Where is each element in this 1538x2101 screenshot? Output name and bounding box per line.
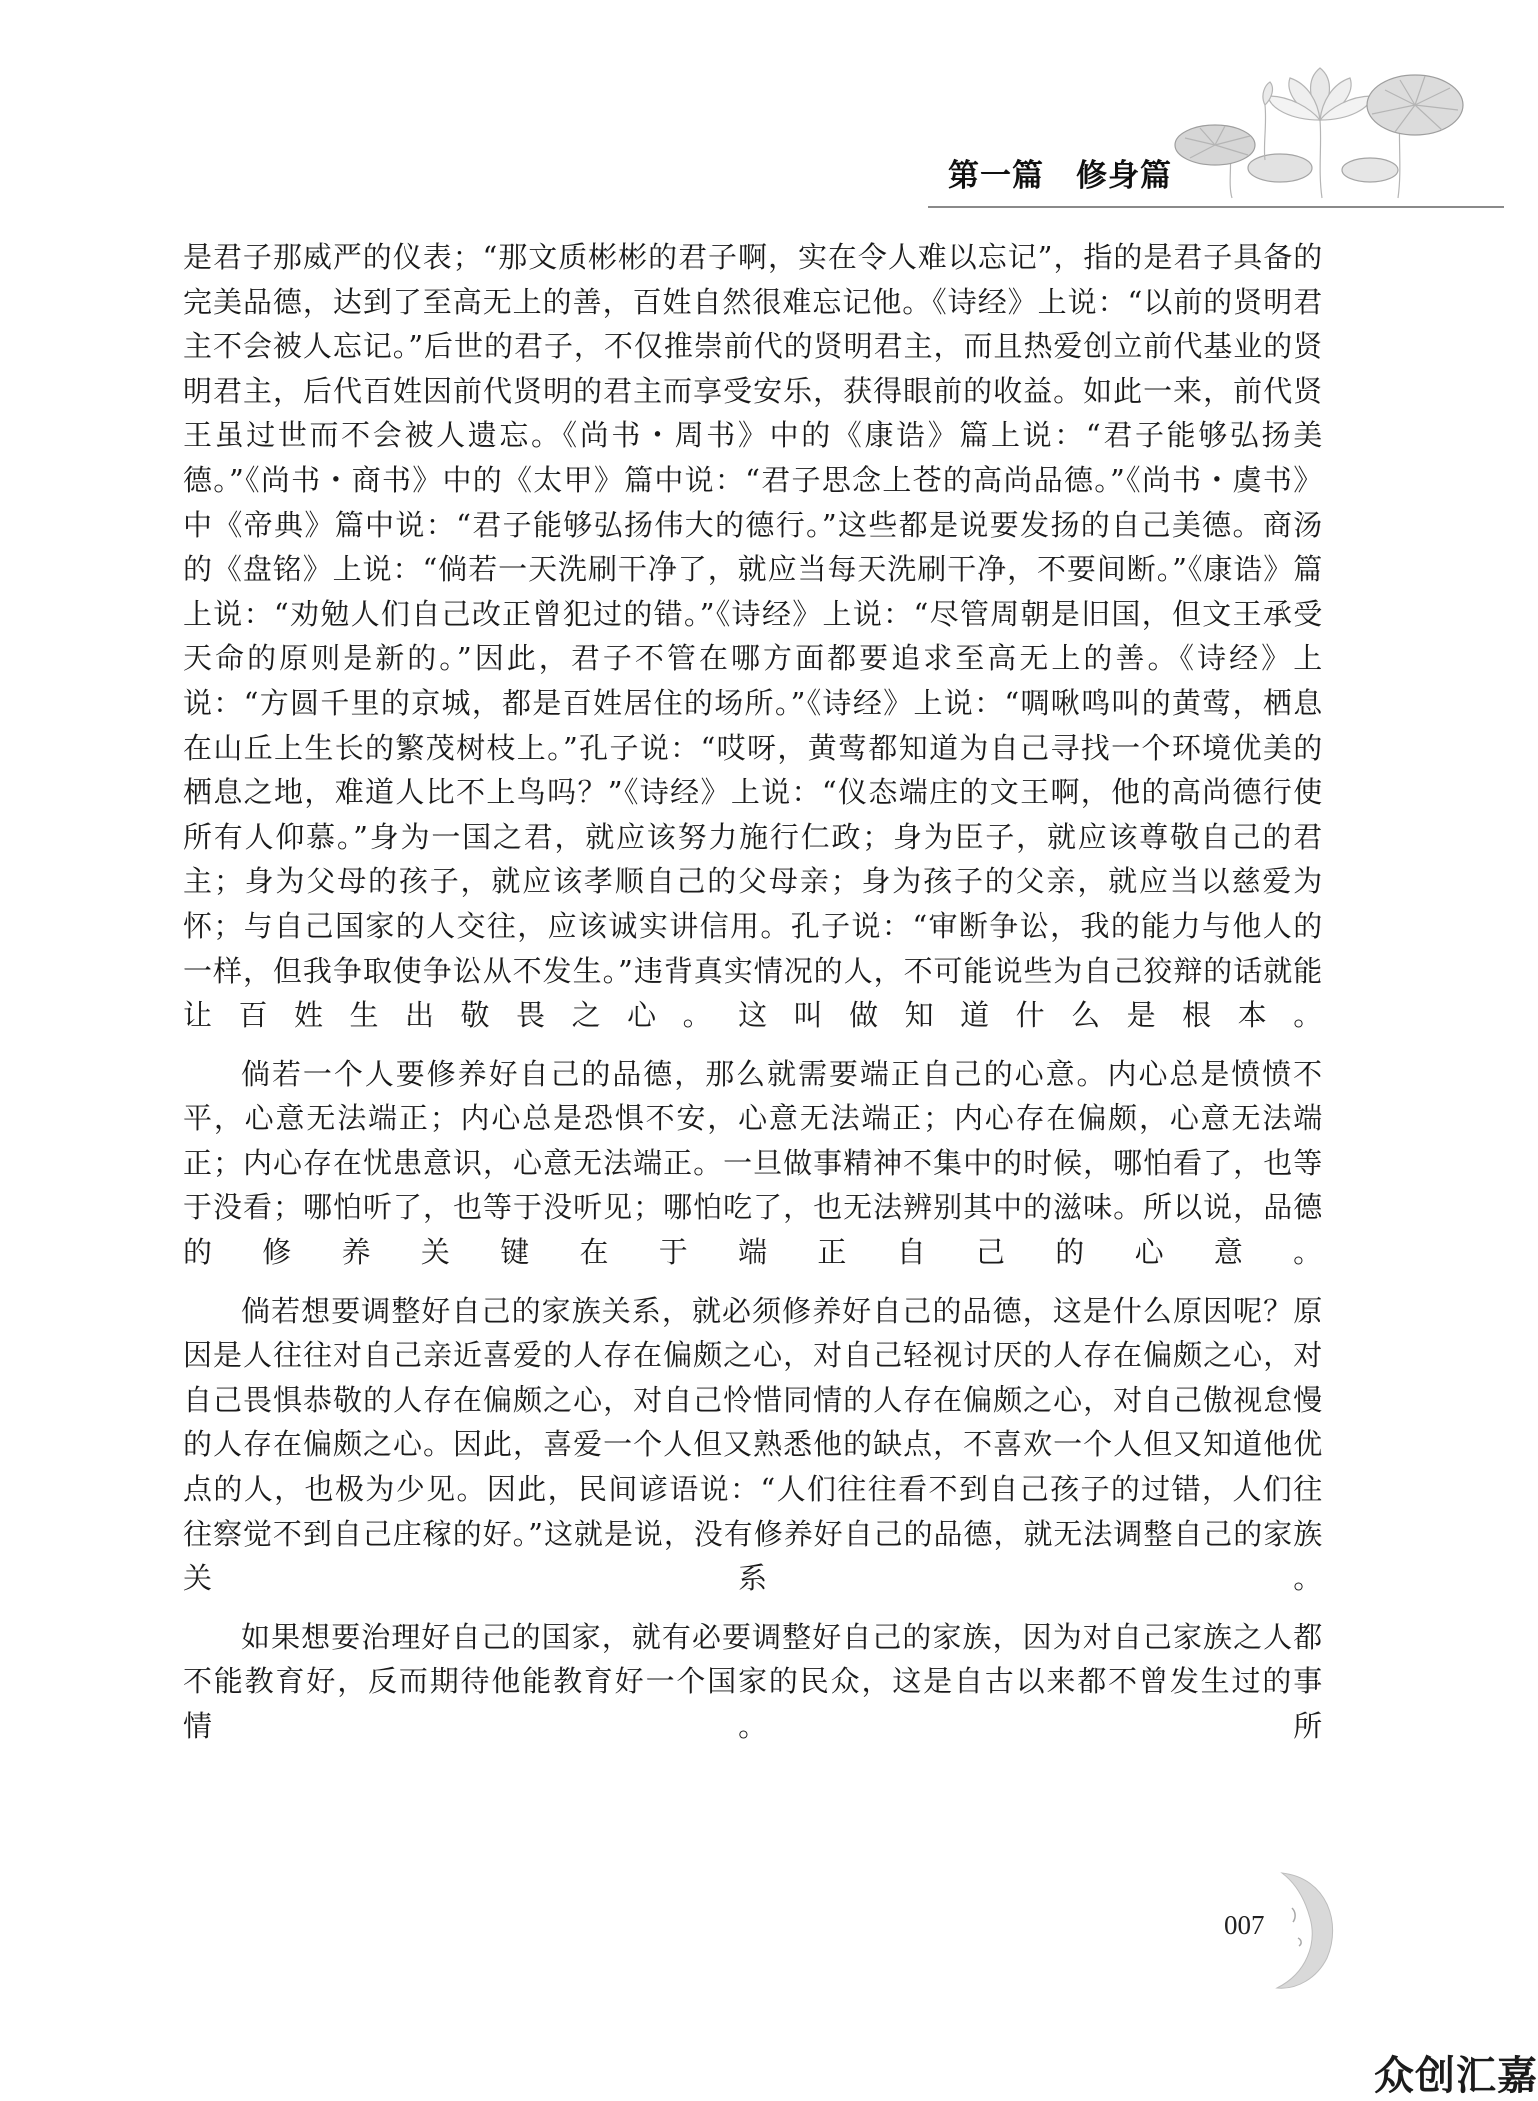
header-divider: [928, 206, 1504, 208]
crescent-moon-decoration: [1262, 1868, 1342, 1993]
paragraph-3: 倘若想要调整好自己的家族关系，就必须修养好自己的品德，这是什么原因呢？原因是人往往对自己亲近喜爱的人存在偏颇之心，对自己轻视讨厌的人存在偏颇之心，对自己畏惧恭敬的人存在偏颇之心，对自己怜惜同情的人存在偏颇之心，对自己傲视怠慢的人存在偏颇之心。因此，喜爱一个人但又熟悉他的缺点，不喜欢一个人但又知道他优点的人，也极为少见。因此，民间谚语说：“人们往往看不到自己孩子的过错，人们往往察觉不到自己庄稼的好。”这就是说，没有修养好自己的品德，就无法调整自己的家族关系。: [183, 1293, 1323, 1596]
publisher-watermark: 众创汇嘉: [1374, 2053, 1538, 2099]
paragraph-2: 倘若一个人要修养好自己的品德，那么就需要端正自己的心意。内心总是愤愤不平，心意无法端正；内心总是恐惧不安，心意无法端正；内心存在偏颇，心意无法端正；内心存在忧患意识，心意无法端正。一旦做事精神不集中的时候，哪怕看了，也等于没看；哪怕听了，也等于没听见；哪怕吃了，也无法辨别其中的滋味。所以说，品德的修养关键在于端正自己的心意。: [183, 1056, 1323, 1270]
chapter-title: 第一篇 修身篇: [948, 158, 1172, 194]
lotus-leaf-decoration: [1170, 50, 1470, 200]
paragraph-4: 如果想要治理好自己的国家，就有必要调整好自己的家族，因为对自己家族之人都不能教育好，反而期待他能教育好一个国家的民众，这是自古以来都不曾发生过的事情。所: [183, 1619, 1323, 1743]
body-text: [183, 235, 1323, 1763]
page-number: 007: [1224, 1910, 1265, 1940]
paragraph-1: 是君子那威严的仪表；“那文质彬彬的君子啊，实在令人难以忘记”，指的是君子具备的完美品德，达到了至高无上的善，百姓自然很难忘记他。《诗经》上说：“以前的贤明君主不会被人忘记。”后世的君子，不仅推崇前代的贤明君主，而且热爱创立前代基业的贤明君主，后代百姓因前代贤明的君主而享受安乐，获得眼前的收益。如此一来，前代贤王虽过世而不会被人遗忘。《尚书・周书》中的《康诰》篇上说：“君子能够弘扬美德。”《尚书・商书》中的《太甲》篇中说：“君子思念上苍的高尚品德。”《尚书・虞书》中《帝典》篇中说：“君子能够弘扬伟大的德行。”这些都是说要发扬的自己美德。商汤的《盘铭》上说：“倘若一天洗刷干净了，就应当每天洗刷干净，不要间断。”《康诰》篇上说：“劝勉人们自己改正曾犯过的错。”《诗经》上说：“尽管周朝是旧国，但文王承受天命的原则是新的。”因此，君子不管在哪方面都要追求至高无上的善。《诗经》上说：“方圆千里的京城，都是百姓居住的场所。”《诗经》上说：“啁啾鸣叫的黄莺，栖息在山丘上生长的繁茂树枝上。”孔子说：“哎呀，黄莺都知道为自己寻找一个环境优美的栖息之地，难道人比不上鸟吗？”《诗经》上说：“仪态端庄的文王啊，他的高尚德行使所有人仰慕。”身为一国之君，就应该努力施行仁政；身为臣子，就应该尊敬自己的君主；身为父母的孩子，就应该孝顺自己的父母亲；身为孩子的父亲，就应当以慈爱为怀；与自己国家的人交往，应该诚实讲信用。孔子说：“审断争讼，我的能力与他人的一样，但我争取使争讼从不发生。”违背真实情况的人，不可能说些为自己狡辩的话就能让百姓生出敬畏之心。这叫做知道什么是根本。: [183, 240, 1323, 1033]
